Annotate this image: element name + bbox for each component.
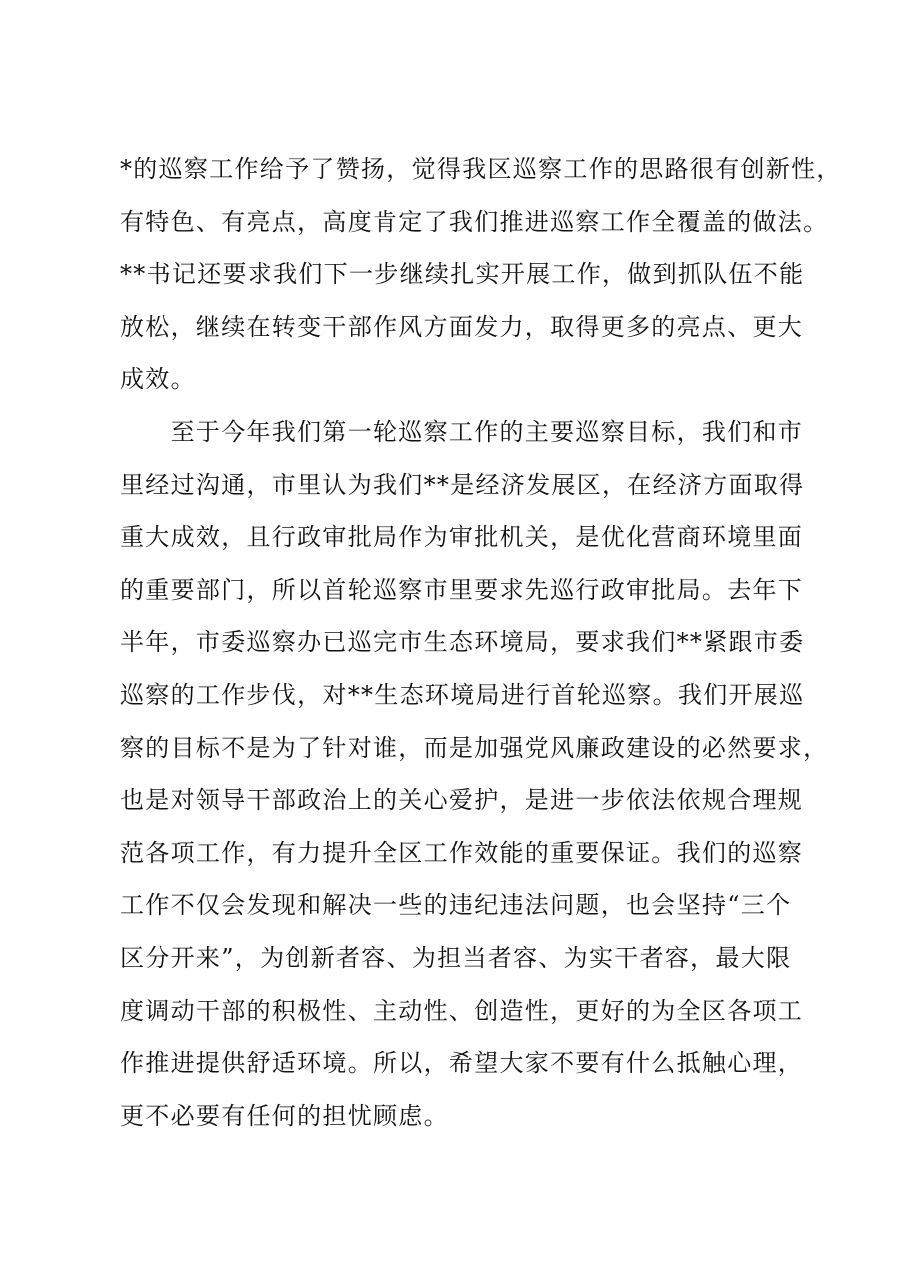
text-line: **书记还要求我们下一步继续扎实开展工作，做到抓队伍不能 <box>120 260 805 289</box>
text-line: 重大成效，且行政审批局作为审批机关，是优化营商环境里面 <box>120 523 804 552</box>
text-line: 里经过沟通，市里认为我们**是经济发展区，在经济方面取得 <box>120 470 805 499</box>
text-line: 工作不仅会发现和解决一些的违纪违法问题，也会坚持“三个 <box>120 891 792 920</box>
text-line: 巡察的工作步伐，对**生态环境局进行首轮巡察。我们开展巡 <box>120 680 805 709</box>
text-line: 察的目标不是为了针对谁，而是加强党风廉政建设的必然要求， <box>120 733 829 762</box>
text-line: 放松，继续在转变干部作风方面发力，取得更多的亮点、更大 <box>120 312 804 341</box>
text-line: *的巡察工作给予了赞扬，觉得我区巡察工作的思路很有创新性， <box>120 155 842 183</box>
text-line: 成效。 <box>120 365 196 394</box>
paragraph-1 <box>120 143 842 406</box>
text-line: 也是对领导干部政治上的关心爱护，是进一步依法依规合理规 <box>120 786 804 815</box>
text-line: 的重要部门，所以首轮巡察市里要求先巡行政审批局。去年下 <box>120 575 804 604</box>
text-line: 作推进提供舒适环境。所以，希望大家不要有什么抵触心理， <box>120 1049 804 1078</box>
text-line: 更不必要有任何的担忧顾虑。 <box>120 1101 449 1130</box>
paragraph-2 <box>120 406 829 1142</box>
text-line: 至于今年我们第一轮巡察工作的主要巡察目标，我们和市 <box>120 417 804 446</box>
text-line: 半年，市委巡察办已巡完市生态环境局，要求我们**紧跟市委 <box>120 628 805 657</box>
document-body <box>120 143 842 1142</box>
text-line: 有特色、有亮点，高度肯定了我们推进巡察工作全覆盖的做法。 <box>120 207 829 236</box>
text-line: 区分开来”，为创新者容、为担当者容、为实干者容，最大限 <box>120 943 792 972</box>
text-line: 范各项工作，有力提升全区工作效能的重要保证。我们的巡察 <box>120 838 804 867</box>
text-line: 度调动干部的积极性、主动性、创造性，更好的为全区各项工 <box>120 996 804 1025</box>
